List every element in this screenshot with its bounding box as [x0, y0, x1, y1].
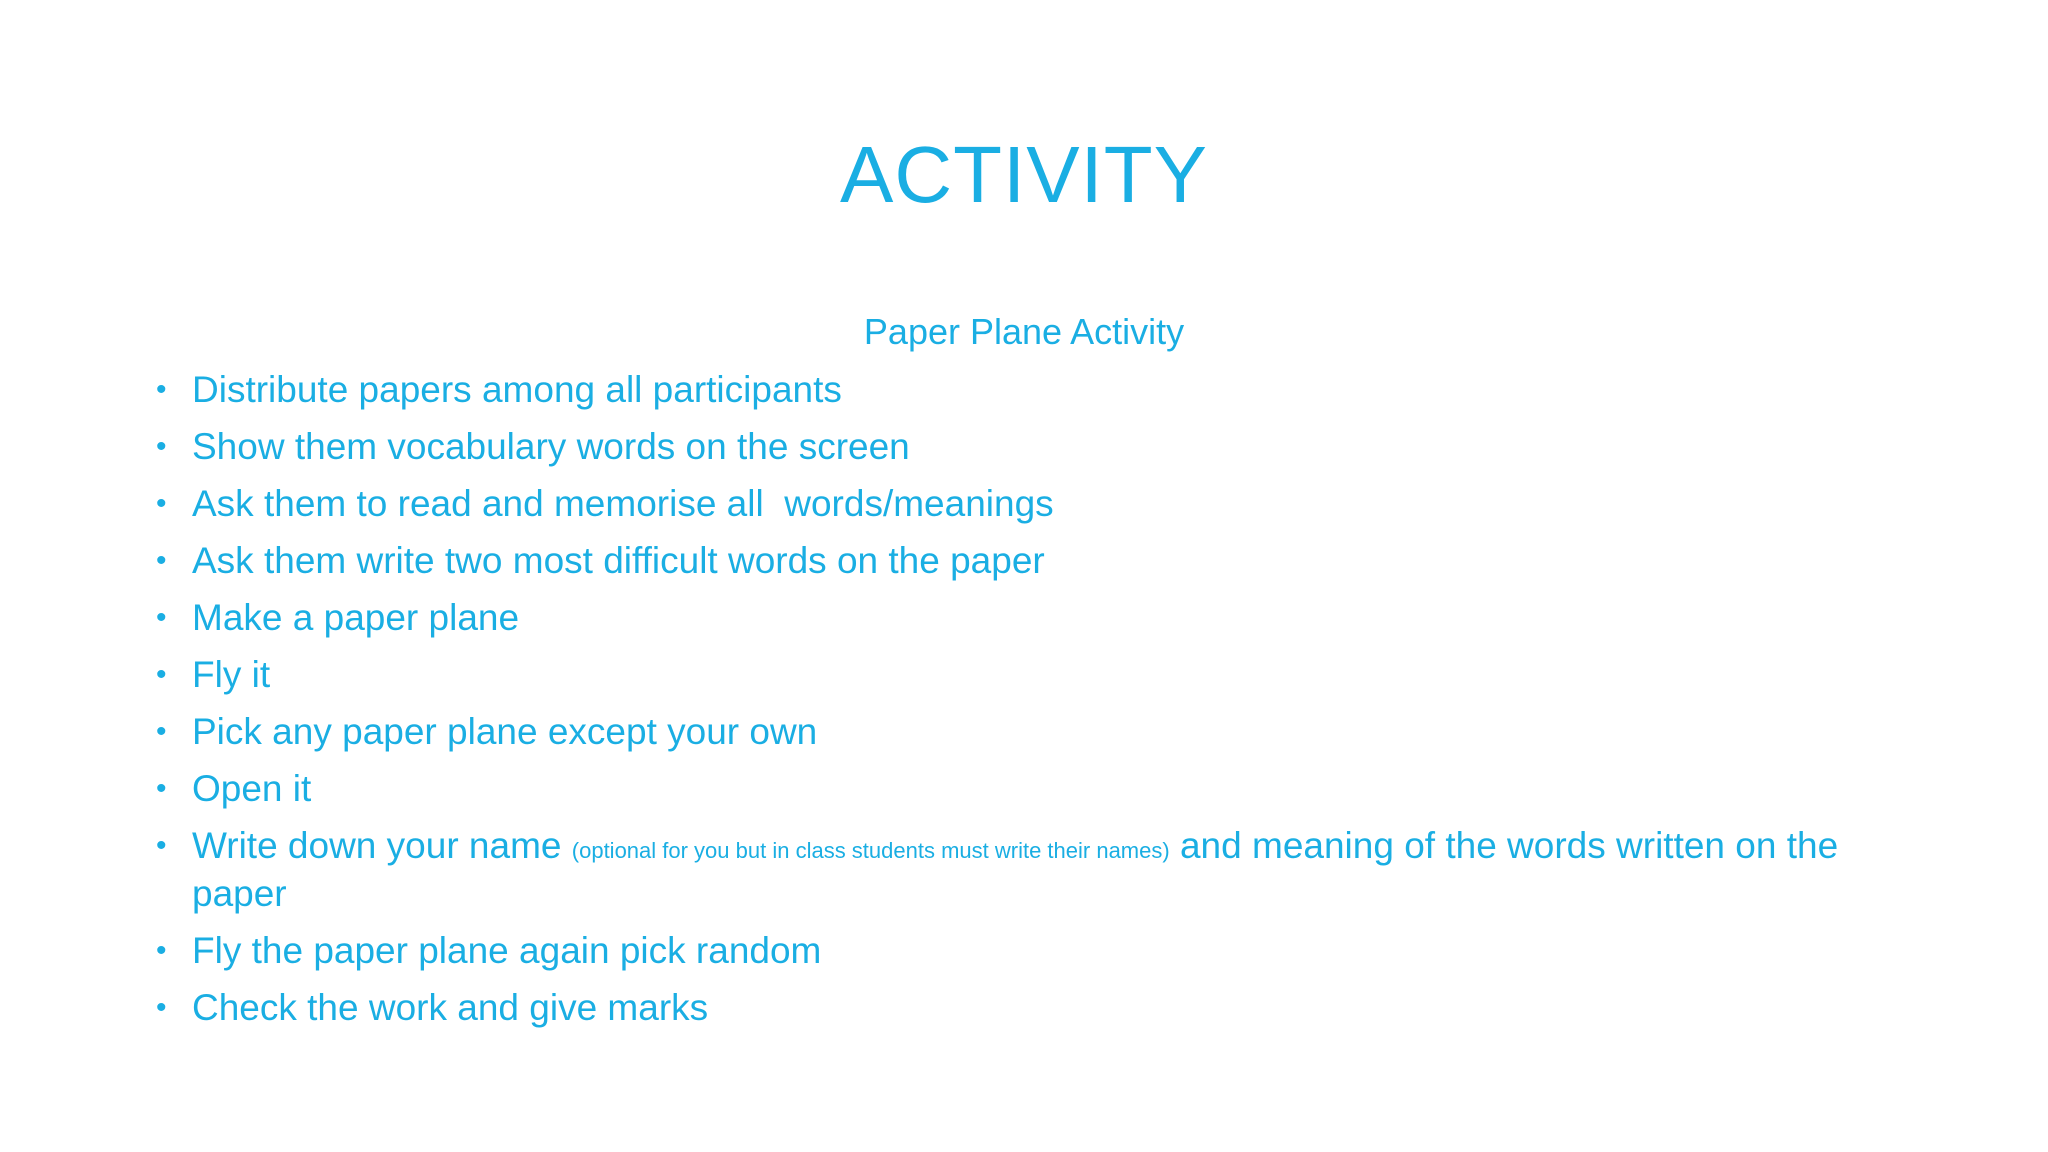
bullet-icon: •	[156, 373, 167, 406]
list-item	[150, 539, 1910, 582]
list-item	[150, 482, 1910, 525]
bullet-text: Ask them to read and memorise all words/meanings	[192, 483, 1054, 524]
list-item	[150, 767, 1910, 810]
bullet-text: Make a paper plane	[192, 597, 520, 638]
list-item	[150, 986, 1910, 1029]
slide-subtitle: Paper Plane Activity	[863, 311, 1185, 352]
list-item	[150, 596, 1910, 639]
bullet-text-main: Write down your name	[192, 825, 572, 866]
bullet-text: Check the work and give marks	[192, 987, 709, 1028]
slide-title: ACTIVITY	[839, 130, 1209, 219]
list-item	[150, 824, 1910, 915]
bullet-icon: •	[156, 544, 167, 577]
list-item	[150, 929, 1910, 972]
bullet-icon: •	[156, 715, 167, 748]
list-item	[150, 425, 1910, 468]
bullet-icon: •	[156, 772, 167, 805]
bullet-icon: •	[156, 658, 167, 691]
bullet-icon: •	[156, 487, 167, 520]
bullet-icon: •	[156, 934, 167, 967]
bullet-icon: •	[156, 829, 167, 862]
bullet-icon: •	[156, 991, 167, 1024]
bullet-text: Fly the paper plane again pick random	[192, 930, 822, 971]
bullet-icon: •	[156, 601, 167, 634]
list-item	[150, 710, 1910, 753]
bullet-text: Open it	[192, 768, 312, 809]
bullet-text: Distribute papers among all participants	[192, 369, 842, 410]
bullet-text: Pick any paper plane except your own	[192, 711, 818, 752]
bullet-list	[150, 368, 1910, 1043]
bullet-text: Fly it	[192, 654, 271, 695]
bullet-text: Ask them write two most difficult words on the paper	[192, 540, 1045, 581]
bullet-text: Show them vocabulary words on the screen	[192, 426, 910, 467]
list-item	[150, 368, 1910, 411]
list-item	[150, 653, 1910, 696]
bullet-text-rest: and meaning of the words written on the paper	[192, 825, 1849, 914]
bullet-note: (optional for you but in class students must write their names)	[571, 838, 1170, 863]
bullet-icon: •	[156, 430, 167, 463]
